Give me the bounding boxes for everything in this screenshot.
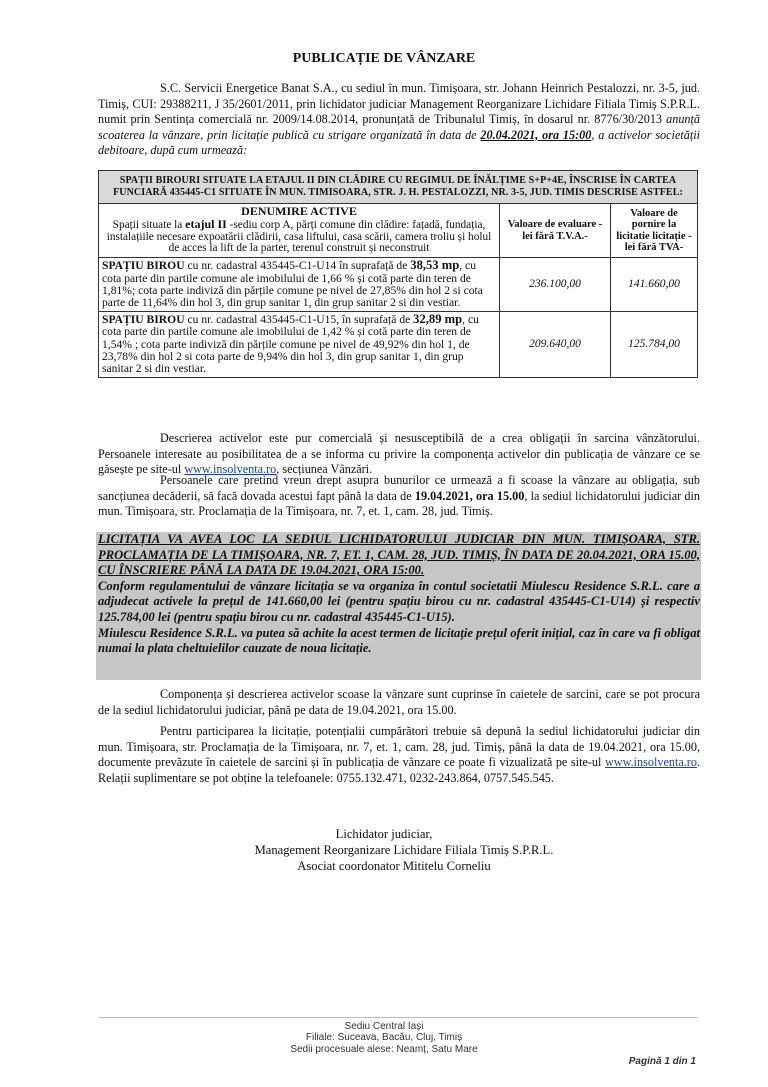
column-header-assets: DENUMIRE ACTIVE Spații situate la etajul II -sediu corp A, părți comune din clădire: fațadă, fundația, instalațiile necesare expoatării clădirii, casa liftului, casa scării, camera troliu și holul de acces la lift de la parter, terenul construit și neconstruit	[99, 204, 500, 258]
assets-table	[98, 170, 698, 378]
asset-name: SPAȚIU BIROU	[102, 312, 185, 326]
signature-person: Asociat coordonator Mititelu Corneliu	[297, 858, 491, 873]
table-header: SPAȚII BIROURI SITUATE LA ETAJUL II DIN CLĂDIRE CU REGIMUL DE ÎNĂLȚIME S+P+4E, ÎNSCRISE ÎN CARTEA FUNCIARĂ 435445-C1 SITUATE ÎN MUN. TIMISOARA, STR. J. H. PESTALOZZI, NR. 3-5, JUD. TIMIS DESCRISE ASTFEL:	[99, 171, 698, 204]
page-footer	[0, 1021, 768, 1055]
table-row	[99, 258, 698, 312]
intro-paragraph	[98, 81, 700, 159]
asset-area: 38,53 mp	[410, 258, 460, 273]
evaluation-value: 209.640,00	[500, 311, 611, 377]
asset-area: 32,89 mp	[413, 311, 463, 326]
auction-notice	[98, 532, 700, 657]
auction-buyer-note: Miulescu Residence S.R.L. va putea să achite la acest termen de licitație prețul oferit inițial, caz în care va fi obligat numai la plata cheltuielilor cauzate de noua licitație.	[98, 625, 700, 656]
insolventa-link[interactable]: www.insolventa.ro	[184, 462, 277, 477]
signature-role: Lichidator judiciar,	[335, 827, 433, 841]
claims-deadline: 19.04.2021, ora 15.00	[414, 488, 525, 503]
insolventa-link[interactable]: www.insolventa.ro	[605, 755, 697, 770]
table-row	[99, 311, 698, 377]
signature-block	[0, 827, 768, 874]
asset-description: SPAȚIU BIROU cu nr. cadastral 435445-C1-U15, în suprafață de 32,89 mp, cu cota parte din partile comune ale imobilului de 1,42 % și cotă parte din teren de 1,54% ; cota parte indiviză din părțile comune pe nivel de 49,92% din hol 1, de 23,78% din hol 2 si cota parte de 9,94% din hol 3, din grup sanitar 1, din grup sanitar 2 si din vestiar.	[99, 311, 500, 377]
start-price-value: 141.660,00	[611, 258, 698, 312]
auction-location: LICITAȚIA VA AVEA LOC LA SEDIUL LICHIDATORULUI JUDICIAR DIN MUN. TIMIȘOARA, STR. PROCLAMAȚIA DE LA TIMIȘOARA, NR. 7, ET. 1, CAM. 28, JUD. TIMIȘ, ÎN DATA DE 20.04.2021, ORA 15.00, CU ÎNSCRIERE PÂNĂ LA DATA DE 19.04.2021, ORA 15:00.	[98, 532, 700, 578]
signature-company: Management Reorganizare Lichidare Filiala Timiș S.P.R.L.	[254, 842, 554, 857]
evaluation-value: 236.100,00	[500, 258, 611, 312]
column-header-start-price: Valoare de pornire la licitatie licitație - lei fără TVA-	[611, 204, 698, 258]
claims-paragraph: Persoanele care pretind vreun drept asupra bunurilor ce urmează a fi scoase la vânzare au obligația, sub sancțiunea decăderii, să facă dovada acestui fapt până la data de 19.04.2021, ora 15.00, la sediul lichidatorului judiciar din mun. Timișoara, str. Proclamația de la Timișoara, nr. 7, et. 1, cam. 28, jud. Timiș.	[98, 473, 700, 519]
auction-regulation: Conform regulamentului de vânzare licitația se va organiza în contul societatii Miulescu Residence S.R.L. care a adjudecat activele la prețul de 141.660,00 lei (pentru spațiu birou cu nr. cadastral 435445-C1-U14) și respectiv 125.784,00 lei (pentru spațiu birou cu nr. cadastral 435445-C1-U15).	[98, 578, 700, 624]
footer-procedural-seats: Sedii procesuale alese: Neamț, Satu Mare	[290, 1043, 478, 1055]
footer-branches: Filiale: Suceava, Bacău, Cluj, Timiș	[305, 1032, 463, 1044]
footer-headquarters: Sediu Central Iași	[344, 1021, 424, 1032]
auction-date: 20.04.2021, ora 15:00	[480, 127, 592, 142]
asset-name: SPAȚIU BIROU	[102, 259, 185, 273]
page-number: Pagină 1 din 1	[628, 1056, 696, 1067]
disclaimer-paragraph: Descrierea activelor este pur comercială și nesusceptibilă de a crea obligații în sarcina vânzătorului. Persoanele interesate au posibilitatea de a se informa cu privire la componența activelor din publicația de vânzare ce se găsește pe site-ul www.insolventa.ro, secțiunea Vânzări.	[98, 431, 700, 477]
column-title-assets: DENUMIRE ACTIVE	[241, 204, 357, 218]
asset-description: SPAȚIU BIROU cu nr. cadastral 435445-C1-U14 în suprafață de 38,53 mp, cu cota parte din partile comune ale imobilului de 1,66 % și cotă parte din teren de 1,81%; cota parte indiviză din părțile comune pe nivel de 27,85% din hol 2 si cota parte de 11,64% din hol 3, din grup sanitar 1, din grup sanitar 2 si din vestiar.	[99, 258, 500, 312]
specifications-paragraph: Componența și descrierea activelor scoase la vânzare sunt cuprinse în caietele de sarcini, care se pot procura de la sediul lichidatorului judiciar, până pe data de 19.04.2021, ora 15.00.	[98, 687, 700, 717]
document-title: PUBLICAȚIE DE VÂNZARE	[292, 51, 476, 66]
footer-divider	[98, 1017, 698, 1018]
column-header-evaluation: Valoare de evaluare - lei fără T.V.A.-	[500, 204, 611, 258]
intro-text: S.C. Servicii Energetice Banat S.A., cu sediul în mun. Timișoara, str. Johann Heinrich Pestalozzi, nr. 3-5, jud. Timiș, CUI: 29388211, J 35/2601/2011, prin lichidator judiciar Management Reorganizare Lichidare Filiala Timiș S.P.R.L. numit prin Sentința comercială nr. 2009/14.08.2014, pronunțată de Tribunalul Timiș, în dosarul nr. 8776/30/2013	[98, 81, 700, 127]
intro-announce: anunță scoaterea la vânzare, prin licitație publică cu strigare organizată în data de 20.04.2021, ora 15:00, a activelor societății debitoare, după cum urmează:	[98, 112, 700, 158]
start-price-value: 125.784,00	[611, 311, 698, 377]
participation-paragraph: Pentru participarea la licitație, potențialii cumpărători trebuie să depună la sediul lichidatorului judiciar din mun. Timișoara, str. Proclamația de la Timișoara, nr. 7, et. 1, cam. 28, jud. Timiș, până la data de 19.04.2021, ora 15.00, documente prevăzute în caietele de sarcini și în publicația de vânzare ce poate fi vizualizată pe site-ul www.insolventa.ro. Relații suplimentare se pot obține la telefoanele: 0755.132.471, 0232-243.864, 0757.545.545.	[98, 724, 700, 785]
